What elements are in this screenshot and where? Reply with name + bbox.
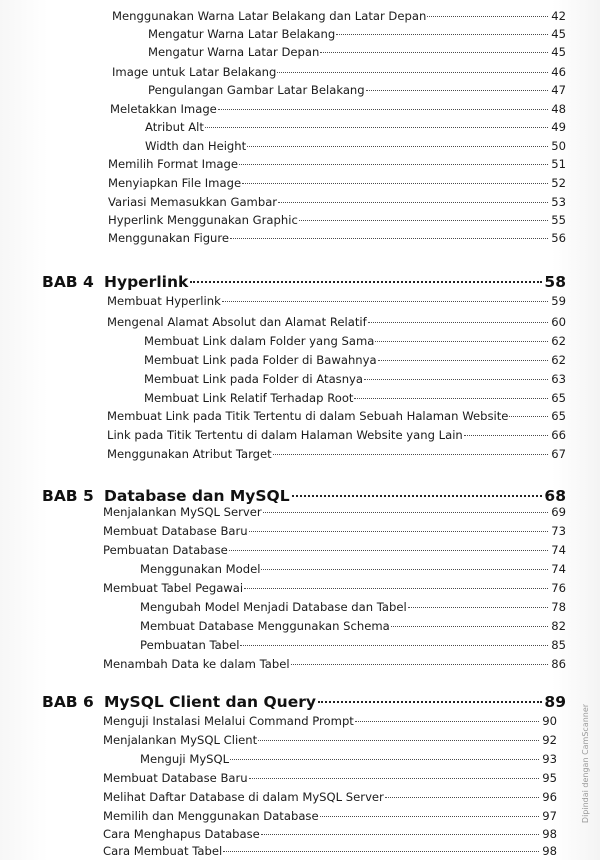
toc-entry (108, 211, 566, 229)
toc-entry-page: 98 (542, 844, 557, 858)
leader-dots (366, 90, 549, 91)
toc-entry-page: 62 (551, 353, 566, 367)
leader-dots (261, 834, 539, 835)
toc-entry-page: 50 (551, 139, 566, 153)
toc-entry (108, 193, 566, 211)
chapter-heading (42, 270, 566, 294)
toc-entry-text: Pembuatan Database (103, 543, 228, 557)
leader-dots (249, 531, 549, 532)
toc-entry-text: Meletakkan Image (110, 102, 217, 116)
leader-dots (509, 416, 548, 417)
toc-entry (140, 750, 557, 768)
leader-dots (320, 52, 548, 53)
leader-dots (273, 454, 549, 455)
toc-entry (144, 389, 566, 407)
toc-entry-page: 47 (551, 83, 566, 97)
toc-entry-text: Menguji Instalasi Melalui Command Prompt (103, 714, 354, 728)
toc-entry (145, 137, 566, 155)
toc-entry-page: 51 (551, 157, 566, 171)
leader-dots (299, 220, 548, 221)
toc-entry-page: 85 (551, 638, 566, 652)
toc-entry (107, 313, 566, 331)
toc-entry-page: 53 (551, 195, 566, 209)
toc-entry (103, 522, 566, 540)
leader-dots (261, 569, 548, 570)
toc-entry (144, 370, 566, 388)
toc-entry-page: 92 (542, 733, 557, 747)
toc-entry-text: Membuat Link Relatif Terhadap Root (144, 391, 354, 405)
leader-dots (291, 664, 549, 665)
toc-entry-text: Hyperlink Menggunakan Graphic (108, 213, 298, 227)
toc-entry-page: 48 (551, 102, 566, 116)
leader-dots (249, 778, 540, 779)
toc-entry (107, 292, 566, 310)
toc-entry-text: Menguji MySQL (140, 752, 230, 766)
leader-dots (292, 495, 543, 497)
toc-entry-text: Memilih dan Menggunakan Database (103, 809, 319, 823)
toc-entry-page: 46 (551, 65, 566, 79)
toc-entry-page: 93 (542, 752, 557, 766)
toc-entry (103, 842, 557, 860)
toc-entry-text: Membuat Link dalam Folder yang Sama (144, 334, 375, 348)
toc-entry-text: Cara Menghapus Database (103, 827, 260, 841)
toc-entry-page: 90 (542, 714, 557, 728)
chapter-title: Hyperlink (104, 273, 189, 291)
toc-entry (107, 407, 566, 425)
toc-entry-page: 65 (551, 391, 566, 405)
toc-entry (103, 503, 566, 521)
toc-entry-text: Mengubah Model Menjadi Database dan Tabel (140, 600, 407, 614)
toc-entry-text: Cara Membuat Tabel (103, 844, 223, 858)
toc-entry-page: 97 (542, 809, 557, 823)
toc-entry (148, 81, 566, 99)
toc-entry (108, 155, 566, 173)
toc-entry-text: Melihat Daftar Database di dalam MySQL Server (103, 790, 384, 804)
toc-entry (148, 25, 566, 43)
toc-entry-text: Menggunakan Figure (108, 231, 230, 245)
toc-entry (103, 807, 557, 825)
leader-dots (258, 740, 539, 741)
leader-dots (223, 851, 539, 852)
scanner-watermark (579, 688, 593, 838)
toc-entry (103, 731, 557, 749)
toc-entry-page: 82 (551, 619, 566, 633)
toc-entry-page: 45 (551, 45, 566, 59)
leader-dots (230, 238, 548, 239)
chapter-page: 58 (544, 273, 566, 291)
toc-entry-text: Menjalankan MySQL Server (103, 505, 262, 519)
chapter-title: MySQL Client dan Query (104, 693, 316, 711)
toc-entry-text: Menjalankan MySQL Client (103, 733, 258, 747)
leader-dots (320, 816, 540, 817)
toc-entry (107, 426, 566, 444)
toc-entry-page: 73 (551, 524, 566, 538)
toc-entry (144, 332, 566, 350)
toc-entry-text: Width dan Height (145, 139, 247, 153)
toc-entry-text: Membuat Database Baru (103, 771, 248, 785)
chapter-title: Database dan MySQL (104, 487, 290, 505)
toc-entry-text: Mengenal Alamat Absolut dan Alamat Relatif (107, 315, 367, 329)
toc-entry-page: 95 (542, 771, 557, 785)
toc-entry-page: 56 (551, 231, 566, 245)
toc-entry (103, 825, 557, 843)
toc-entry-text: Menambah Data ke dalam Tabel (103, 657, 290, 671)
toc-entry-text: Membuat Link pada Folder di Bawahnya (144, 353, 377, 367)
toc-entry (108, 229, 566, 247)
leader-dots (230, 759, 539, 760)
toc-entry-page: 42 (551, 9, 566, 23)
leader-dots (464, 435, 548, 436)
toc-entry-text: Link pada Titik Tertentu di dalam Halaman Website yang Lain (107, 428, 463, 442)
toc-entry (103, 788, 557, 806)
toc-entry-text: Image untuk Latar Belakang (112, 65, 277, 79)
toc-entry-page: 63 (551, 372, 566, 386)
chapter-heading (42, 690, 566, 714)
leader-dots (247, 146, 548, 147)
toc-entry-text: Memilih Format Image (108, 157, 238, 171)
toc-entry-page: 69 (551, 505, 566, 519)
toc-entry-page: 60 (551, 315, 566, 329)
toc-entry-text: Membuat Link pada Titik Tertentu di dalam Sebuah Halaman Website (107, 409, 509, 423)
toc-entry (103, 541, 566, 559)
toc-entry-text: Menggunakan Atribut Target (107, 447, 272, 461)
chapter-page: 68 (544, 487, 566, 505)
toc-entry-text: Mengatur Warna Latar Depan (148, 45, 320, 59)
leader-dots (222, 301, 548, 302)
toc-entry (103, 769, 557, 787)
toc-entry (110, 100, 566, 118)
leader-dots (239, 164, 548, 165)
leader-dots (277, 72, 548, 73)
toc-entry (140, 636, 566, 654)
toc-entry (145, 118, 566, 136)
toc-entry-page: 45 (551, 27, 566, 41)
chapter-label: BAB 4 (42, 273, 94, 291)
toc-entry-page: 98 (542, 827, 557, 841)
toc-entry-text: Membuat Link pada Folder di Atasnya (144, 372, 364, 386)
toc-entry-page: 76 (551, 581, 566, 595)
toc-entry-text: Membuat Database Baru (103, 524, 248, 538)
toc-entry-page: 86 (551, 657, 566, 671)
toc-entry-text: Pembuatan Tabel (140, 638, 240, 652)
toc-entry (144, 351, 566, 369)
toc-entry (103, 579, 566, 597)
leader-dots (278, 202, 548, 203)
toc-entry-page: 74 (551, 562, 566, 576)
leader-dots (263, 512, 549, 513)
toc-entry-page: 59 (551, 294, 566, 308)
toc-entry-page: 62 (551, 334, 566, 348)
toc-entry (107, 445, 566, 463)
toc-entry-text: Pengulangan Gambar Latar Belakang (148, 83, 365, 97)
chapter-page: 89 (544, 693, 566, 711)
toc-entry (112, 7, 566, 25)
leader-dots (375, 341, 548, 342)
toc-entry-text: Atribut Alt (145, 120, 204, 134)
leader-dots (205, 127, 548, 128)
toc-entry-text: Menyiapkan File Image (108, 176, 242, 190)
leader-dots (336, 34, 548, 35)
leader-dots (354, 398, 548, 399)
toc-entry-text: Menggunakan Model (140, 562, 261, 576)
toc-entry (140, 560, 566, 578)
toc-entry (103, 655, 566, 673)
chapter-label: BAB 5 (42, 487, 94, 505)
toc-entry-page: 67 (551, 447, 566, 461)
toc-entry (112, 63, 566, 81)
toc-entry-page: 55 (551, 213, 566, 227)
toc-entry-text: Mengatur Warna Latar Belakang (148, 27, 336, 41)
toc-entry (103, 712, 557, 730)
leader-dots (244, 588, 548, 589)
toc-entry-page: 74 (551, 543, 566, 557)
toc-entry (140, 598, 566, 616)
leader-dots (229, 550, 548, 551)
toc-entry (140, 617, 566, 635)
toc-entry-page: 52 (551, 176, 566, 190)
leader-dots (190, 281, 542, 283)
leader-dots (385, 797, 539, 798)
chapter-label: BAB 6 (42, 693, 94, 711)
toc-entry-text: Menggunakan Warna Latar Belakang dan Latar Depan (112, 9, 427, 23)
leader-dots (355, 721, 539, 722)
toc-entry-text: Membuat Hyperlink (107, 294, 221, 308)
toc-entry-text: Membuat Database Menggunakan Schema (140, 619, 390, 633)
leader-dots (368, 322, 549, 323)
scanner-watermark-text: Dipindai dengan CamScanner (581, 703, 591, 823)
toc-entry-page: 66 (551, 428, 566, 442)
toc-entry-page: 65 (551, 409, 566, 423)
leader-dots (378, 360, 549, 361)
leader-dots (408, 607, 548, 608)
leader-dots (318, 701, 542, 703)
leader-dots (218, 109, 548, 110)
leader-dots (391, 626, 548, 627)
toc-entry (148, 43, 566, 61)
toc-entry (108, 174, 566, 192)
leader-dots (364, 379, 548, 380)
toc-entry-page: 49 (551, 120, 566, 134)
toc-entry-page: 96 (542, 790, 557, 804)
leader-dots (240, 645, 548, 646)
toc-entry-page: 78 (551, 600, 566, 614)
toc-entry-text: Membuat Tabel Pegawai (103, 581, 244, 595)
toc-entry-text: Variasi Memasukkan Gambar (108, 195, 278, 209)
leader-dots (242, 183, 548, 184)
leader-dots (427, 16, 548, 17)
